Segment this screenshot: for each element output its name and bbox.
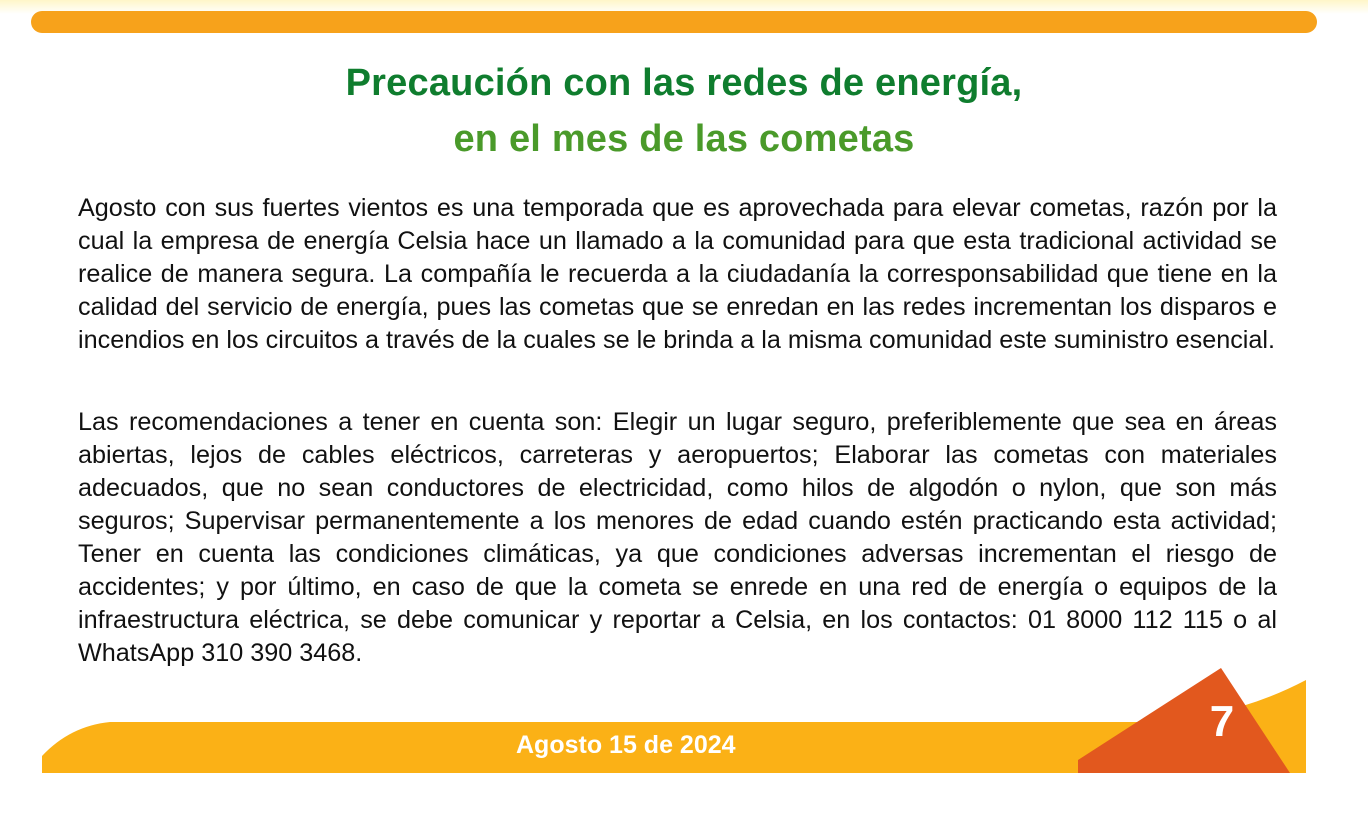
page-number: 7 [1209,697,1235,746]
body-paragraph-2: Las recomendaciones a tener en cuenta son: Elegir un lugar seguro, preferiblemente que sea en áreas abiertas, lejos de cables eléctricos, carreteras y aeropuertos; Elaborar las cometas con materiales adecuados, que no sean conductores de electricidad, como hilos de algodón o nylon, que son más seguros; Supervisar permanentemente a los menores de edad cuando estén practicando esta actividad; Tener en cuenta las condiciones climáticas, ya que condiciones adversas incrementan el riesgo de accidentes; y por último, en caso de que la cometa se enrede en una red de energía o equipos de la infraestructura eléctrica, se debe comunicar y reportar a Celsia, en los contactos: 01 8000 112 115 o al WhatsApp 310 390 3468. [78,408,1277,667]
headline-line-2: en el mes de las cometas [453,118,915,160]
issue-date: Agosto 15 de 2024 [516,731,736,759]
header-orange-bar [31,11,1317,33]
body-paragraph-1: Agosto con sus fuertes vientos es una temporada que es aprovechada para elevar cometas, razón por la cual la empresa de energía Celsia hace un llamado a la comunidad para que esta tradicional actividad se realice de manera segura. La compañía le recuerda a la ciudadanía la corresponsabilidad que tiene en la calidad del servicio de energía, pues las cometas que se enredan en las redes incrementan los disparos e incendios en los circuitos a través de la cuales se le brinda a la misma comunidad este suministro esencial. [78,194,1277,354]
headline-line-1: Precaución con las redes de energía, [345,62,1023,104]
